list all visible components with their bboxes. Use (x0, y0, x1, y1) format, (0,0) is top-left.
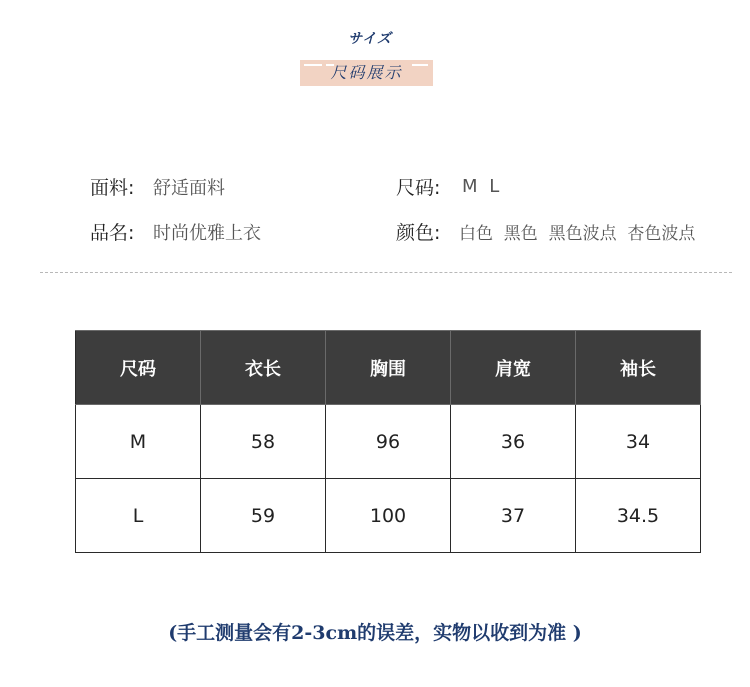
table-header-cell: 胸围 (326, 331, 451, 405)
dashed-divider (40, 272, 732, 273)
table-header-row (76, 331, 701, 405)
header-subtitle: サイズ (348, 31, 392, 47)
table-header-cell: 尺码 (76, 331, 201, 405)
table-header-cell: 袖长 (576, 331, 701, 405)
table-cell: 34.5 (576, 479, 701, 553)
table-cell: 58 (201, 405, 326, 479)
table-cell: 100 (326, 479, 451, 553)
table-cell: L (76, 479, 201, 553)
table-cell: 96 (326, 405, 451, 479)
product-name-value: 时尚优雅上衣 (153, 223, 261, 244)
page-header (0, 0, 750, 100)
table-cell: M (76, 405, 201, 479)
size-value: M L (462, 176, 500, 197)
table-cell: 36 (451, 405, 576, 479)
fabric-label: 面料: (90, 177, 135, 199)
product-name-label: 品名: (90, 222, 135, 244)
size-table (75, 330, 701, 553)
table-cell: 34 (576, 405, 701, 479)
size-label: 尺码: (396, 177, 441, 199)
table-header-cell: 衣长 (201, 331, 326, 405)
page-title: 尺码展示 (330, 63, 403, 82)
table-row (76, 405, 701, 479)
table-row (76, 479, 701, 553)
fabric-value: 舒适面料 (153, 178, 225, 199)
color-label: 颜色: (396, 222, 441, 244)
measurement-footnote: (手工测量会有2-3cm的误差，实物以收到为准 ) (168, 622, 582, 644)
table-header-cell: 肩宽 (451, 331, 576, 405)
table-cell: 59 (201, 479, 326, 553)
color-value: 白色 黑色 黑色波点 杏色波点 (459, 224, 696, 244)
table-cell: 37 (451, 479, 576, 553)
